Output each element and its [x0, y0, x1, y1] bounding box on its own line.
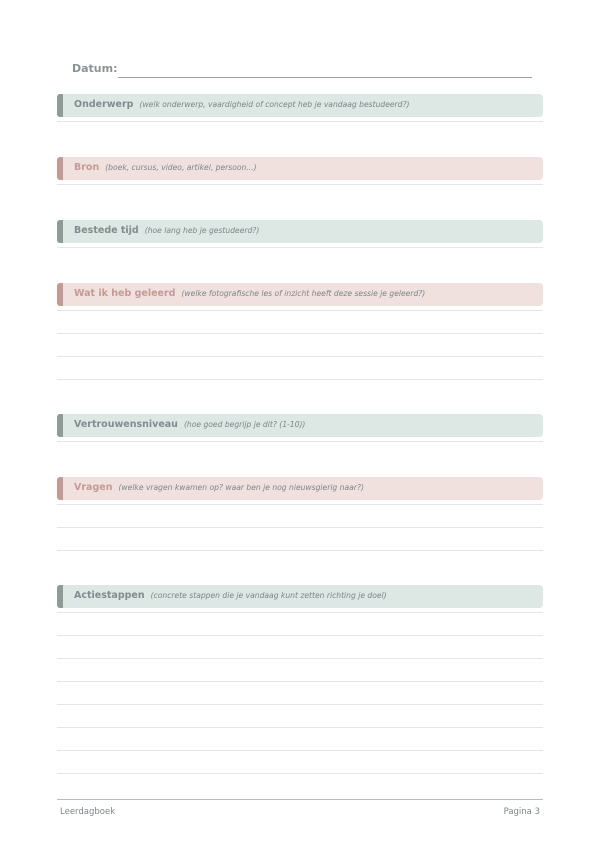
section-bron: [57, 157, 543, 180]
section-title: Actiestappen (concrete stappen die je vandaag kunt zetten richting je doel): [74, 590, 387, 601]
page-number: Pagina 3: [503, 807, 540, 817]
writing-line[interactable]: [57, 658, 543, 659]
writing-line[interactable]: [57, 356, 543, 357]
writing-line[interactable]: [57, 527, 543, 528]
writing-line[interactable]: [57, 184, 543, 185]
section-title: Wat ik heb geleerd (welke fotografische les of inzicht heeft deze sessie je geleerd?): [74, 288, 426, 299]
writing-line[interactable]: [57, 550, 543, 551]
section-title: Onderwerp (welk onderwerp, vaardigheid of concept heb je vandaag bestudeerd?): [74, 99, 410, 110]
section-hint: (concrete stappen die je vandaag kunt zetten richting je doel): [150, 591, 387, 600]
section-title: Bron (boek, cursus, video, artikel, persoon...): [74, 162, 257, 173]
section-accent-bar: [57, 585, 63, 608]
section-hint: (boek, cursus, video, artikel, persoon...): [105, 163, 257, 172]
date-label: Datum:: [72, 62, 118, 75]
writing-line[interactable]: [57, 504, 543, 505]
date-row: [72, 62, 532, 80]
section-title: Bestede tijd (hoe lang heb je gestudeerd?): [74, 225, 260, 236]
section-hint: (hoe goed begrijp je dit? (1-10)): [183, 420, 306, 429]
writing-line[interactable]: [57, 379, 543, 380]
writing-line[interactable]: [57, 310, 543, 311]
section-accent-bar: [57, 477, 63, 500]
writing-line[interactable]: [57, 727, 543, 728]
writing-line[interactable]: [57, 441, 543, 442]
writing-line[interactable]: [57, 247, 543, 248]
writing-line[interactable]: [57, 773, 543, 774]
section-accent-bar: [57, 157, 63, 180]
writing-line[interactable]: [57, 750, 543, 751]
writing-line[interactable]: [57, 635, 543, 636]
writing-line[interactable]: [57, 121, 543, 122]
section-hint: (welk onderwerp, vaardigheid of concept heb je vandaag bestudeerd?): [139, 100, 410, 109]
section-title: Vragen (welke vragen kwamen op? waar ben je nog nieuwsgierig naar?): [74, 482, 364, 493]
section-vragen: [57, 477, 543, 500]
section-onderwerp: [57, 94, 543, 117]
footer-title: Leerdagboek: [60, 807, 116, 817]
writing-line[interactable]: [57, 612, 543, 613]
section-bestede-tijd: [57, 220, 543, 243]
section-actiestappen: [57, 585, 543, 608]
section-accent-bar: [57, 94, 63, 117]
footer-divider: [57, 799, 543, 800]
writing-line[interactable]: [57, 704, 543, 705]
writing-line[interactable]: [57, 333, 543, 334]
section-hint: (welke fotografische les of inzicht heeft deze sessie je geleerd?): [181, 289, 426, 298]
section-accent-bar: [57, 220, 63, 243]
section-hint: (hoe lang heb je gestudeerd?): [144, 226, 260, 235]
section-title: Vertrouwensniveau (hoe goed begrijp je dit? (1-10)): [74, 419, 306, 430]
date-input-line[interactable]: [118, 77, 532, 78]
section-wat-ik-heb-geleerd: [57, 283, 543, 306]
writing-line[interactable]: [57, 681, 543, 682]
section-accent-bar: [57, 283, 63, 306]
section-vertrouwensniveau: [57, 414, 543, 437]
section-accent-bar: [57, 414, 63, 437]
section-hint: (welke vragen kwamen op? waar ben je nog nieuwsgierig naar?): [118, 483, 364, 492]
